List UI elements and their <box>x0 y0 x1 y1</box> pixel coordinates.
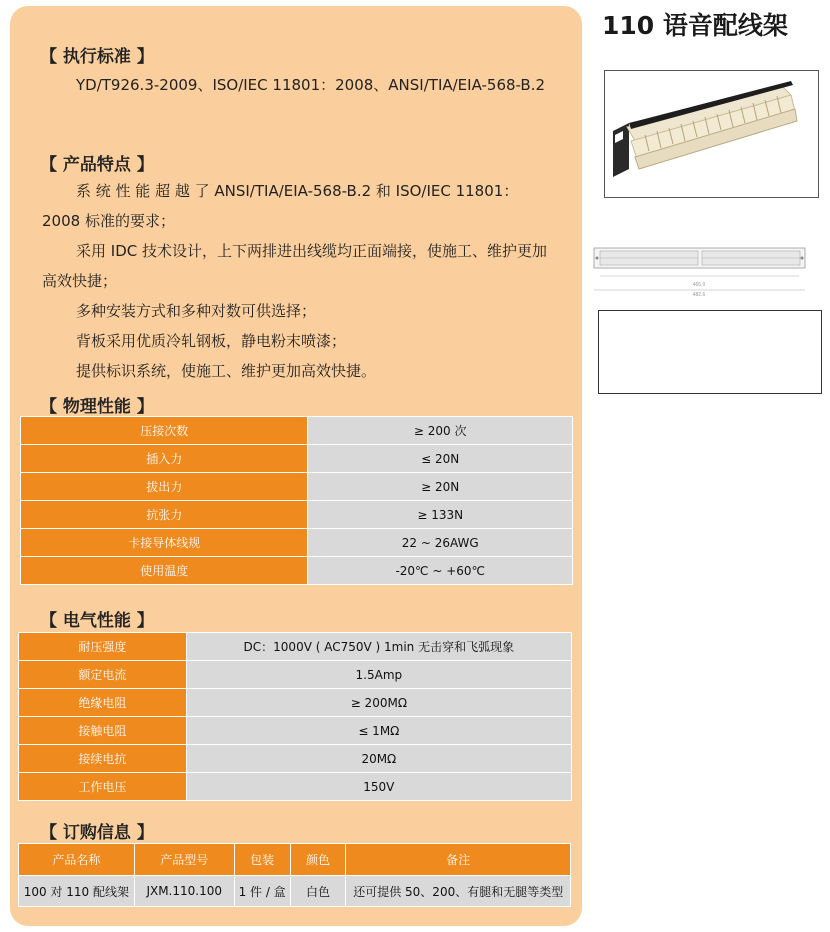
spec-key: 工作电压 <box>19 773 187 801</box>
table-row <box>19 633 572 661</box>
dim-inner-label: 465.0 <box>692 282 706 288</box>
table-row <box>19 745 572 773</box>
order-header-cell: 颜色 <box>290 844 346 876</box>
table-row <box>21 529 573 557</box>
spec-value: ≥ 200 次 <box>308 417 573 445</box>
product-photo <box>604 70 819 198</box>
table-row <box>19 661 572 689</box>
spec-value: 20MΩ <box>186 745 571 773</box>
order-cell: JXM.110.100 <box>134 876 234 907</box>
feature-item-text: 背板采用优质冷轧钢板，静电粉末喷漆； <box>76 332 347 350</box>
features-heading: 【 产品特点 】 <box>40 155 154 175</box>
order-table <box>18 843 571 907</box>
spec-key: 卡接导体线规 <box>21 529 308 557</box>
features-list <box>42 176 552 386</box>
standards-text-value: YD/T926.3-2009、ISO/IEC 11801：2008、ANSI/TIA/EIA-568-B.2 <box>76 76 546 94</box>
spec-key: 压接次数 <box>21 417 308 445</box>
table-row <box>19 876 571 907</box>
feature-item-text: 系 统 性 能 超 越 了 ANSI/TIA/EIA-568-B.2 和 ISO/IEC 11801：2008 标准的要求； <box>42 182 519 230</box>
standards-text <box>42 70 552 100</box>
spec-key: 使用温度 <box>21 557 308 585</box>
table-row <box>21 473 573 501</box>
product-title: 110 语音配线架 <box>602 11 788 40</box>
order-header-cell: 产品名称 <box>19 844 135 876</box>
order-cell: 白色 <box>290 876 346 907</box>
spec-key: 抗张力 <box>21 501 308 529</box>
standards-heading: 【 执行标准 】 <box>40 47 154 67</box>
patch-panel-image <box>605 71 818 197</box>
order-header-cell: 产品型号 <box>134 844 234 876</box>
feature-item-text: 提供标识系统，使施工、维护更加高效快捷。 <box>76 362 377 380</box>
spec-key: 耐压强度 <box>19 633 187 661</box>
feature-item <box>42 236 552 296</box>
table-row <box>21 557 573 585</box>
spec-value: DC：1000V ( AC750V ) 1min 无击穿和飞弧现象 <box>186 633 571 661</box>
spec-value: ≤ 20N <box>308 445 573 473</box>
spec-key: 接续电抗 <box>19 745 187 773</box>
physical-heading: 【 物理性能 】 <box>40 397 154 417</box>
spec-value: 1.5Amp <box>186 661 571 689</box>
spec-value: 150V <box>186 773 571 801</box>
spec-key: 绝缘电阻 <box>19 689 187 717</box>
order-header-cell: 包装 <box>234 844 290 876</box>
order-cell: 还可提供 50、200、有腿和无腿等类型 <box>346 876 571 907</box>
order-cell: 1 件 / 盒 <box>234 876 290 907</box>
dimension-drawing <box>592 246 807 298</box>
order-header-cell: 备注 <box>346 844 571 876</box>
drawing-svg <box>592 246 807 298</box>
image-placeholder <box>598 310 822 394</box>
feature-item <box>42 356 552 386</box>
electrical-table <box>18 632 572 801</box>
feature-item <box>42 326 552 356</box>
spec-key: 接触电阻 <box>19 717 187 745</box>
order-cell: 100 对 110 配线架 <box>19 876 135 907</box>
table-row <box>19 773 572 801</box>
dim-outer-label: 482.6 <box>692 292 706 298</box>
spec-value: 22 ~ 26AWG <box>308 529 573 557</box>
feature-item <box>42 176 552 236</box>
spec-key: 插入力 <box>21 445 308 473</box>
feature-item-text: 采用 IDC 技术设计，上下两排进出线缆均正面端接，使施工、维护更加高效快捷； <box>42 242 547 290</box>
spec-value: ≤ 1MΩ <box>186 717 571 745</box>
table-row <box>21 445 573 473</box>
spec-key: 额定电流 <box>19 661 187 689</box>
spec-value: ≥ 133N <box>308 501 573 529</box>
feature-item <box>42 296 552 326</box>
spec-value: ≥ 20N <box>308 473 573 501</box>
table-row <box>21 501 573 529</box>
spec-value: -20℃ ~ +60℃ <box>308 557 573 585</box>
table-row <box>21 417 573 445</box>
table-row <box>19 689 572 717</box>
electrical-heading: 【 电气性能 】 <box>40 611 154 631</box>
order-heading: 【 订购信息 】 <box>40 823 154 843</box>
order-header-row <box>19 844 571 876</box>
table-row <box>19 717 572 745</box>
feature-item-text: 多种安装方式和多种对数可供选择； <box>76 302 317 320</box>
spec-key: 拔出力 <box>21 473 308 501</box>
physical-table <box>20 416 573 585</box>
spec-value: ≥ 200MΩ <box>186 689 571 717</box>
